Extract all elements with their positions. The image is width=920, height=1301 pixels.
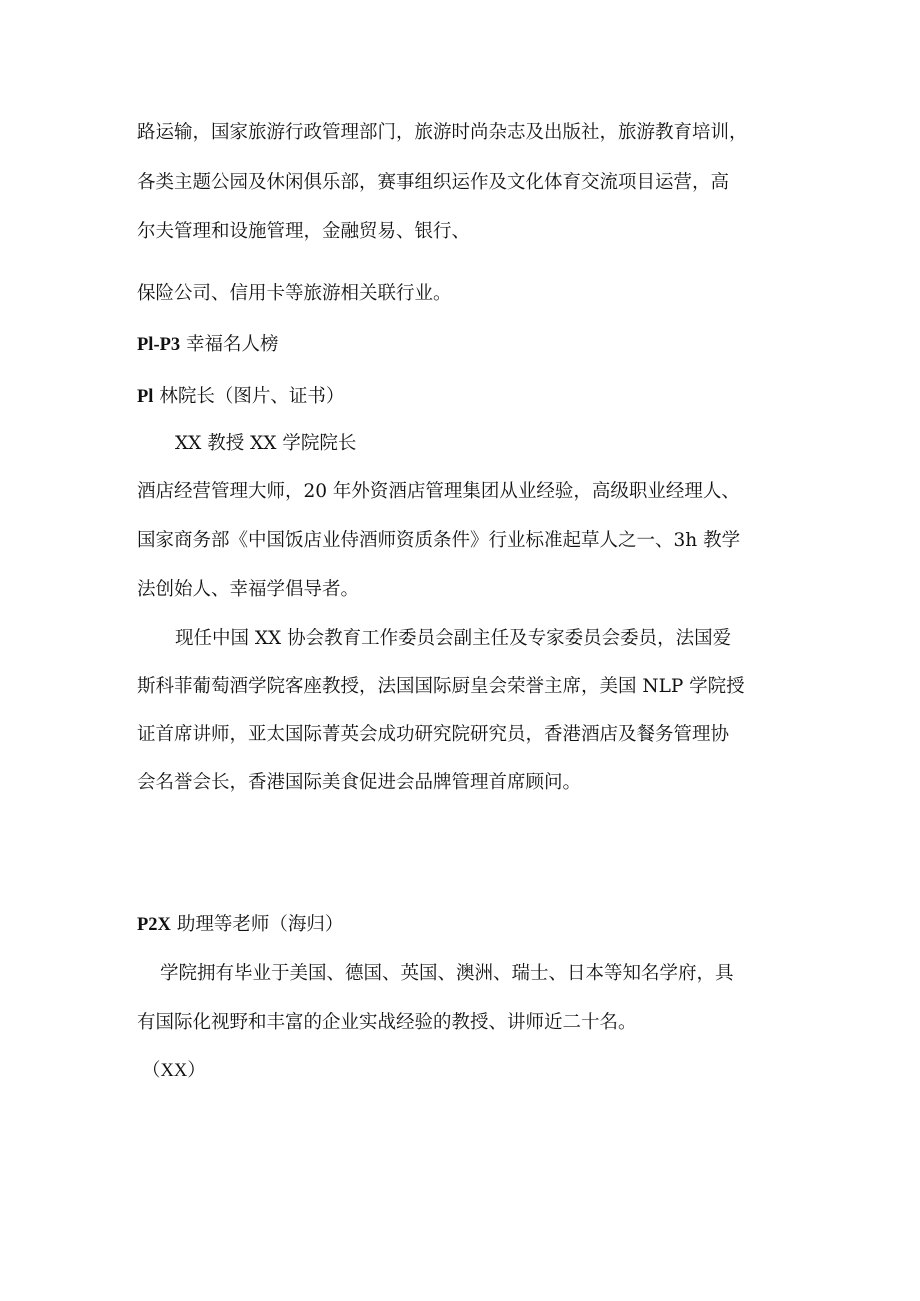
p1-bio-line-2: 国家商务部《中国饭店业侍酒师资质条件》行业标准起草人之一、3h 教学 [137, 530, 741, 551]
p1-subtitle: XX 教授 XX 学院院长 [175, 433, 357, 454]
intro-line-3: 尔夫管理和设施管理，金融贸易、银行、 [137, 221, 471, 242]
p1-role-line-3: 证首席讲师，亚太国际菁英会成功研究院研究员，香港酒店及餐务管理协 [137, 724, 730, 745]
p1-heading-prefix: Pl [137, 387, 154, 407]
p2-heading-title: 助理等老师（海归） [176, 914, 344, 935]
p1-heading [137, 385, 344, 409]
intro-line-4: 保险公司、信用卡等旅游相关联行业。 [137, 283, 452, 304]
section-heading-title: 幸福名人榜 [186, 334, 279, 355]
intro-line-1: 路运输，国家旅游行政管理部门，旅游时尚杂志及出版社，旅游教育培训， [137, 122, 748, 143]
p2-heading [137, 913, 343, 937]
p1-bio-line-1: 酒店经营管理大师，20 年外资酒店管理集团从业经验，高级职业经理人、 [137, 481, 740, 502]
section-heading [137, 333, 279, 357]
p1-role-line-1: 现任中国 XX 协会教育工作委员会副主任及专家委员会委员，法国爱 [175, 628, 732, 649]
p1-bio-line-3: 法创始人、幸福学倡导者。 [137, 579, 360, 600]
p2-body-line-2: 有国际化视野和丰富的企业实战经验的教授、讲师近二十名。 [137, 1012, 637, 1033]
section-heading-prefix: Pl-P3 [137, 335, 181, 355]
intro-line-2: 各类主题公园及休闲俱乐部，赛事组织运作及文化体育交流项目运营，高 [137, 172, 730, 193]
p2-body-line-1: 学院拥有毕业于美国、德国、英国、澳洲、瑞士、日本等知名学府，具 [160, 963, 734, 984]
p1-role-line-4: 会名誉会长，香港国际美食促进会品牌管理首席顾问。 [137, 772, 582, 793]
p1-role-line-2: 斯科菲葡萄酒学院客座教授，法国国际厨皇会荣誉主席，美国 NLP 学院授 [137, 676, 745, 697]
p2-heading-prefix: P2X [137, 915, 171, 935]
p2-note: （XX） [142, 1061, 206, 1081]
p1-heading-title: 林院长（图片、证书） [159, 386, 345, 407]
